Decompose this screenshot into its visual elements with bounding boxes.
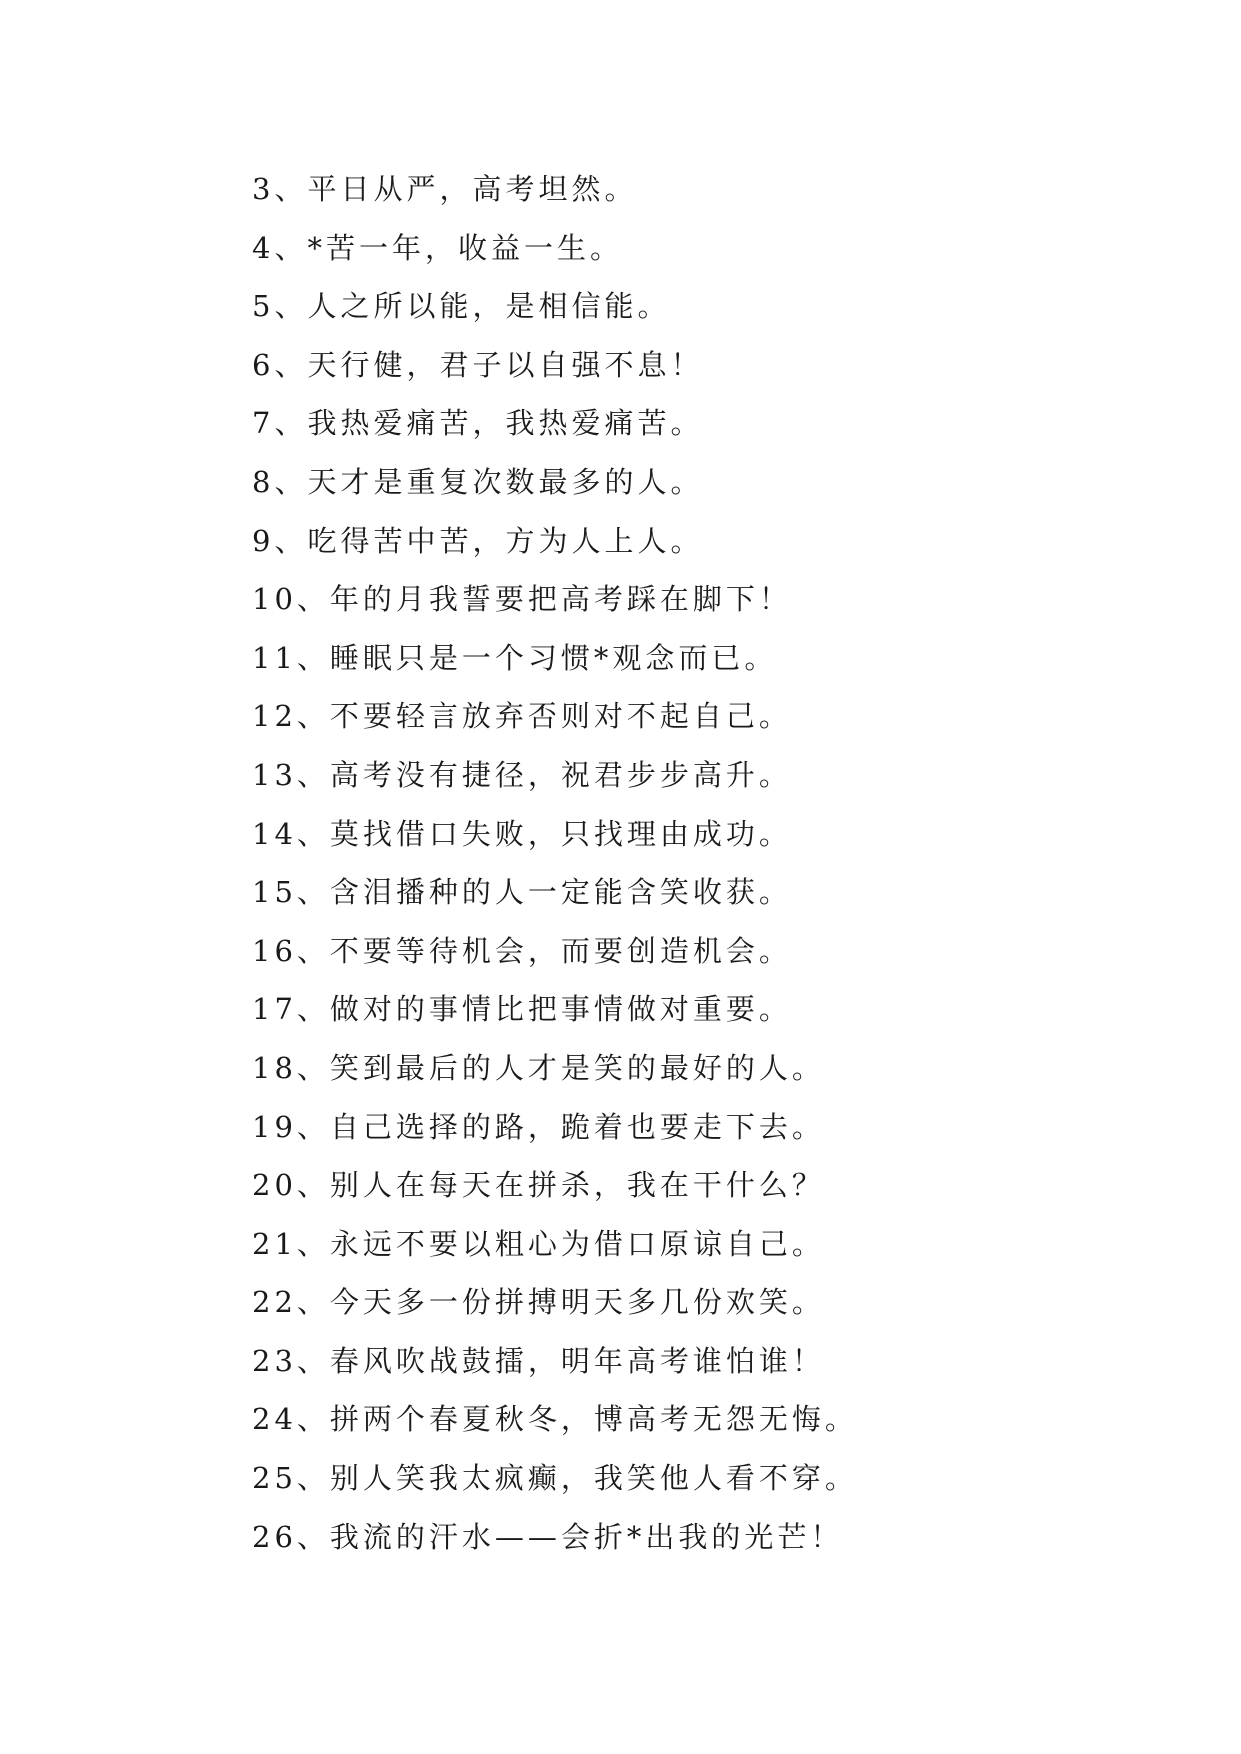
slogan-line-21: 21、永远不要以粗心为借口原谅自己。 [252, 1226, 825, 1261]
slogan-line-23: 23、春风吹战鼓擂，明年高考谁怕谁！ [252, 1343, 825, 1378]
slogan-line-13: 13、高考没有捷径，祝君步步高升。 [252, 757, 792, 792]
slogan-line-25: 25、别人笑我太疯癫，我笑他人看不穿。 [252, 1461, 858, 1496]
slogan-line-11: 11、睡眠只是一个习惯*观念而已。 [252, 640, 778, 675]
slogan-line-16: 16、不要等待机会，而要创造机会。 [252, 933, 792, 968]
slogan-line-26: 26、我流的汗水——会折*出我的光芒！ [252, 1519, 844, 1554]
slogan-line-20: 20、别人在每天在拼杀，我在干什么？ [252, 1168, 825, 1203]
slogan-line-10: 10、年的月我誓要把高考踩在脚下！ [252, 582, 792, 617]
slogan-line-8: 8、天才是重复次数最多的人。 [252, 464, 704, 499]
slogan-line-22: 22、今天多一份拼搏明天多几份欢笑。 [252, 1285, 825, 1320]
slogan-line-9: 9、吃得苦中苦，方为人上人。 [252, 523, 704, 558]
slogan-line-14: 14、莫找借口失败，只找理由成功。 [252, 816, 792, 851]
slogan-line-5: 5、人之所以能，是相信能。 [252, 289, 671, 324]
slogan-list [252, 160, 858, 1566]
slogan-line-12: 12、不要轻言放弃否则对不起自己。 [252, 699, 792, 734]
slogan-line-19: 19、自己选择的路，跪着也要走下去。 [252, 1109, 825, 1144]
slogan-line-24: 24、拼两个春夏秋冬，博高考无怨无悔。 [252, 1402, 858, 1437]
slogan-line-15: 15、含泪播种的人一定能含笑收获。 [252, 875, 792, 910]
slogan-line-7: 7、我热爱痛苦，我热爱痛苦。 [252, 406, 704, 441]
slogan-line-4: 4、*苦一年，收益一生。 [252, 230, 623, 265]
slogan-line-6: 6、天行健，君子以自强不息！ [252, 347, 704, 382]
slogan-line-17: 17、做对的事情比把事情做对重要。 [252, 992, 792, 1027]
slogan-line-3: 3、平日从严，高考坦然。 [252, 172, 638, 206]
slogan-line-18: 18、笑到最后的人才是笑的最好的人。 [252, 1050, 825, 1085]
